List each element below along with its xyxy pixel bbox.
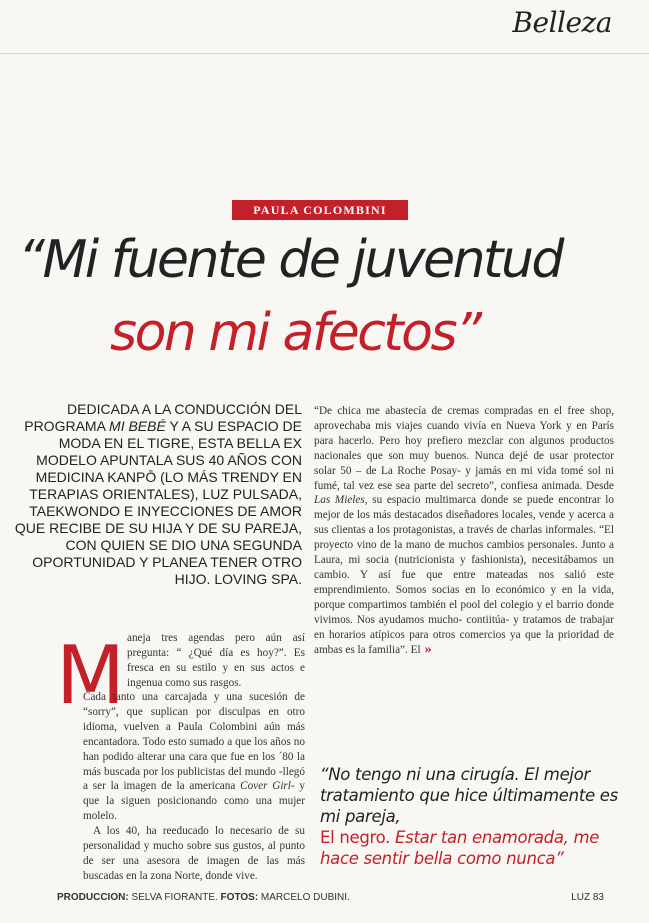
pull-quote-red-plain: El negro. bbox=[320, 828, 391, 847]
deck-text-1: DEDICADA A LA CONDUCCIÓN DEL PROGRAMA bbox=[24, 401, 302, 434]
right-text-2: , su espacio multimarca donde se puede encontrar lo mejor de los más destacados diseñadores locales, vende y acerca a sus clientas a los protagonistas, a través de charlas informales. “El proyecto vino de la mano de muchos cambios personales. Junto a Laura, mi socia (nutricionista y fashionista), necesitábamos un cambio. Y así fue que entre mateadas nos salió este emprendimiento. Somos socias en lo económico y en la vida, porque compartimos también el pool del colegio y el barrio donde vivimos. Nos ayudamos mucho- contiitúa- y tratamos de trabajar en horarios atípicos para otros comercios ya que la prioridad de ambas es la familia”. El bbox=[314, 494, 615, 656]
page-number: LUZ 83 bbox=[571, 892, 604, 903]
left-column-body bbox=[83, 690, 305, 884]
produccion-value: SELVA FIORANTE. bbox=[128, 892, 218, 903]
headline-line-2: son mi afectos” bbox=[110, 303, 480, 363]
produccion-label: PRODUCCION: bbox=[57, 892, 129, 903]
section-title: Belleza bbox=[512, 6, 612, 39]
continue-arrow-icon: » bbox=[424, 641, 432, 657]
headline-line-1: “Mi fuente de juventud bbox=[18, 230, 562, 290]
pull-quote-red-italic: Estar tan enamorada, me hace sentir bella como nunca” bbox=[320, 828, 600, 868]
left-paragraph-2: A los 40, ha reeducado lo necesario de su personalidad y mucho sobre sus gustos, al punto de ser una asesora de imagen de las más buscadas en la zona Norte, donde vive. bbox=[83, 825, 305, 882]
magazine-name: Cover Girl bbox=[240, 780, 291, 793]
deck-show-name: MI BEBÉ bbox=[109, 418, 166, 434]
deck-intro bbox=[14, 401, 302, 588]
deck-text-2: Y A SU ESPACIO DE MODA EN EL TIGRE, ESTA BELLA EX MODELO APUNTALA SUS 40 AÑOS CON MEDICINA KANPŌ (LO MÁS TRENDY EN TERAPIAS ORIENTALES), LUZ PULSADA, TAEKWONDO E INYECCIONES DE AMOR QUE RECIBE DE SU HIJA Y DE SU PAREJA, CON QUIEN SE DIO UNA SEGUNDA OPORTUNIDAD Y PLANEA TENER OTRO HIJO. LOVING SPA. bbox=[14, 418, 302, 587]
left-text-2: - y que la siguen posicionando como una mujer molelo. bbox=[83, 780, 305, 823]
right-column bbox=[314, 404, 614, 657]
fotos-label: FOTOS: bbox=[217, 892, 259, 903]
drop-cap: M bbox=[56, 629, 126, 722]
store-name: Las Mieles bbox=[314, 494, 365, 507]
header-rule bbox=[0, 53, 649, 54]
fotos-value: MARCELO DUBINI. bbox=[258, 892, 350, 903]
left-top-text: aneja tres agendas pero aún así pregunta: “ ¿Qué día es hoy?”. Es fresca en su estilo y en sus actos e ingenua como sus rasgos. bbox=[127, 632, 305, 689]
pull-quote-black: “No tengo ni una cirugía. El mejor tratamiento que hice últimamente es mi pareja, bbox=[320, 765, 618, 826]
right-text-1: “De chica me abastecía de cremas compradas en el free shop, aprovechaba mis viajes cuando vivía en Nueva York y en París para hacerlo. Pero hoy prefiero mezclar con algunos productos nacionales que son muy buenos. Nunca dejé de usar protector solar 50 – de La Roche Posay- y jamás en mi vida tomé sol ni fumé, tal vez ese sea parte del secreto”, confiesa animada. Desde bbox=[314, 405, 614, 492]
pull-quote bbox=[320, 764, 620, 869]
left-column-top bbox=[127, 631, 305, 691]
left-text-1: Cada tanto una carcajada y una sucesión de “sorry”, que suplican por disculpas en otro idioma, vuelven a Paula Colombini aún más encantadora. Todo esto sumado a que los años no han podido alterar una cara que fue en los ´80 la más buscada por los publicistas del mundo -llegó a ser la imagen de la americana bbox=[83, 691, 305, 793]
byline-badge: PAULA COLOMBINI bbox=[232, 200, 408, 220]
footer bbox=[57, 892, 604, 908]
